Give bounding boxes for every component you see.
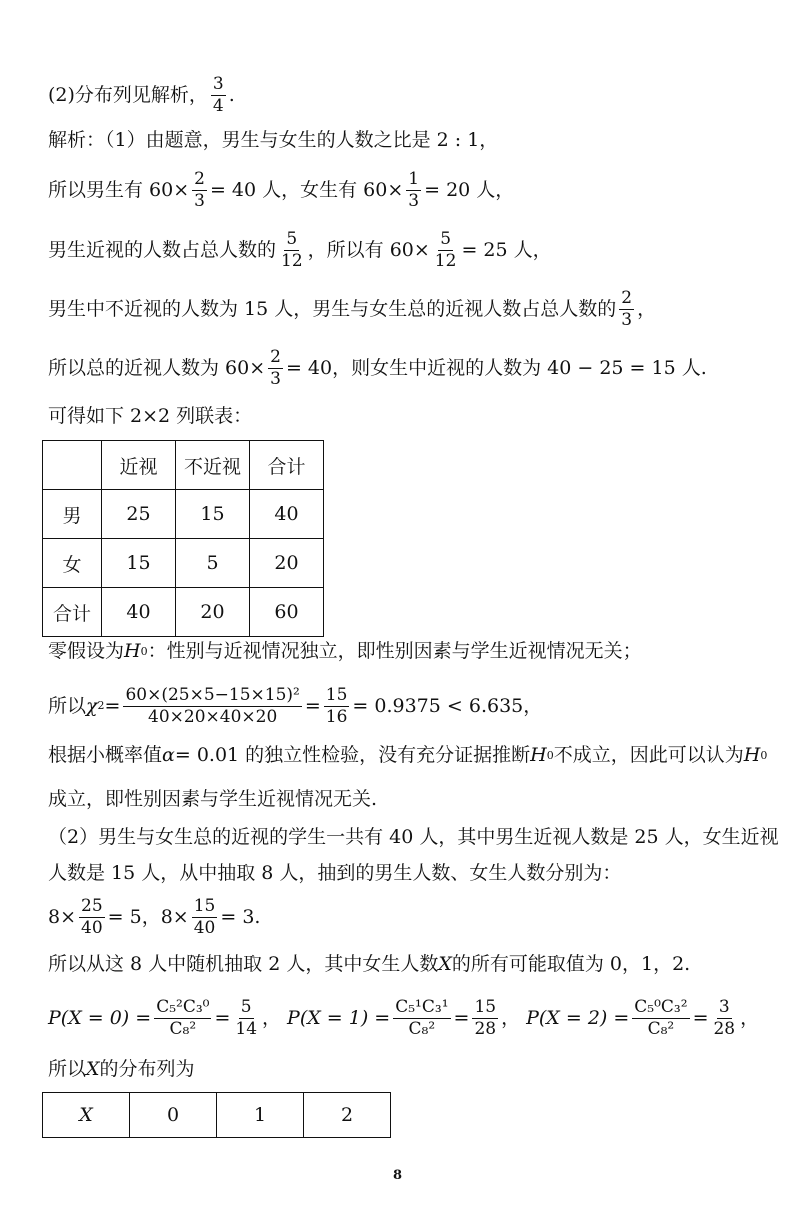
table-cell: 合计 bbox=[43, 588, 102, 637]
boys-myopia-line: 男生近视的人数占总人数的 $\frac{5}{12}$ ，所以有 60× $\frac{5}{12}$ = 25 人， bbox=[48, 229, 552, 271]
table-cell: 合计 bbox=[250, 441, 324, 490]
fraction: $\frac{3}{28}$ bbox=[713, 997, 736, 1039]
contingency-table bbox=[42, 440, 324, 637]
table-cell: 女 bbox=[43, 539, 102, 588]
table-cell: 25 bbox=[102, 490, 176, 539]
table-cell: 60 bbox=[250, 588, 324, 637]
probability-line: P(X = 0) = $\frac{\text{C₅²C₃⁰}}{\text{C₈²}}$ = $\frac{5}{14}$ ， P(X = 1) = $\frac{\text{C₅¹C₃¹}}{\text{C₈²}}$ = $\frac{15}{28}$ ， P(X = 2) = $\frac{\text{C₅⁰C₃²}}{\text{C₈²}}$ = $\frac{3}{28}$ ， bbox=[48, 997, 760, 1039]
fraction: $\frac{1}{3}$ bbox=[408, 169, 420, 211]
fraction: $\frac{\text{C₅⁰C₃²}}{\text{C₈²}}$ bbox=[634, 997, 688, 1039]
table-cell: 2 bbox=[304, 1093, 391, 1138]
table-row bbox=[43, 1093, 391, 1138]
fraction: $\frac{2}{3}$ bbox=[621, 288, 633, 330]
table-cell: 5 bbox=[176, 539, 250, 588]
table-cell: 20 bbox=[250, 539, 324, 588]
table-cell: 15 bbox=[176, 490, 250, 539]
table-cell bbox=[43, 441, 102, 490]
table-row bbox=[43, 588, 324, 637]
part2-line: （2）男生与女生总的近视的学生一共有 40 人，其中男生近视人数是 25 人，女生近视 bbox=[48, 826, 779, 848]
boys-girls-count: 所以男生有 60× $\frac{2}{3}$ = 40 人，女生有 60× $\frac{1}{3}$ = 20 人， bbox=[48, 169, 515, 211]
fraction: $\frac{5}{12}$ bbox=[281, 229, 303, 271]
fraction: $\frac{15}{40}$ bbox=[193, 896, 216, 938]
fraction: $\frac{25}{40}$ bbox=[81, 896, 103, 938]
girls-myopia-line: 所以总的近视人数为 60× $\frac{2}{3}$ = 40，则女生中近视的人数为 40 − 25 = 15 人. bbox=[48, 347, 707, 389]
table-row bbox=[43, 441, 324, 490]
fraction: $\frac{3}{4}$ bbox=[212, 74, 224, 116]
table-cell: 40 bbox=[250, 490, 324, 539]
page-number: 8 bbox=[393, 1168, 403, 1183]
table-row bbox=[43, 539, 324, 588]
total-myopia-ratio-line: 男生中不近视的人数为 15 人，男生与女生总的近视人数占总人数的 $\frac{2}{3}$ ， bbox=[48, 288, 657, 330]
table-row bbox=[43, 490, 324, 539]
conclusion-line: 成立，即性别因素与学生近视情况无关. bbox=[48, 788, 378, 810]
table-cell: 男 bbox=[43, 490, 102, 539]
distribution-intro: 所以 X 的分布列为 bbox=[48, 1058, 195, 1080]
fraction: $\frac{5}{14}$ bbox=[235, 997, 258, 1039]
table-intro: 可得如下 2×2 列联表： bbox=[48, 405, 253, 427]
table-cell: 1 bbox=[217, 1093, 304, 1138]
fraction: $\frac{2}{3}$ bbox=[270, 347, 281, 389]
table-cell: 0 bbox=[130, 1093, 217, 1138]
fraction: $\frac{15}{16}$ bbox=[325, 685, 348, 727]
independence-test-line: 根据小概率值 α = 0.01 的独立性检验，没有充分证据推断 H 0 不成立，因此可以认为 H 0 bbox=[48, 744, 768, 766]
solution-intro: 解析：（1）由题意，男生与女生的人数之比是 2 : 1， bbox=[48, 129, 499, 151]
table-cell: 不近视 bbox=[176, 441, 250, 490]
stratified-calc-line: 8× $\frac{25}{40}$ = 5，8× $\frac{15}{40}$ = 3. bbox=[48, 896, 261, 938]
chi-square-line: 所以 χ 2 = $\frac{\text{60×(25×5−15×15)²}}{40\times 20\times 40\times 20}$ = $\frac{15}{16}$ = 0.9375 < 6.635， bbox=[48, 685, 543, 727]
distribution-table bbox=[42, 1092, 391, 1138]
sampling-line: 人数是 15 人，从中抽取 8 人，抽到的男生人数、女生人数分别为： bbox=[48, 862, 622, 884]
table-cell: X bbox=[43, 1093, 130, 1138]
fraction: $\frac{\text{C₅²C₃⁰}}{\text{C₈²}}$ bbox=[156, 997, 210, 1039]
values-line: 所以从这 8 人中随机抽取 2 人，其中女生人数 X 的所有可能取值为 0，1，2. bbox=[48, 953, 691, 975]
answer-line: (2)分布列见解析， $\frac{3}{4}$ . bbox=[48, 74, 235, 116]
table-cell: 15 bbox=[102, 539, 176, 588]
fraction: $\frac{2}{3}$ bbox=[194, 169, 205, 211]
fraction: $\frac{5}{12}$ bbox=[434, 229, 457, 271]
table-cell: 近视 bbox=[102, 441, 176, 490]
fraction: $\frac{\text{60×(25×5−15×15)²}}{40\times 20\times 40\times 20}$ bbox=[125, 685, 300, 727]
table-cell: 20 bbox=[176, 588, 250, 637]
null-hypothesis-line: 零假设为 H 0 ：性别与近视情况独立，即性别因素与学生近视情况无关； bbox=[48, 640, 642, 662]
fraction: $\frac{15}{28}$ bbox=[474, 997, 497, 1039]
fraction: $\frac{\text{C₅¹C₃¹}}{\text{C₈²}}$ bbox=[395, 997, 449, 1039]
table-cell: 40 bbox=[102, 588, 176, 637]
